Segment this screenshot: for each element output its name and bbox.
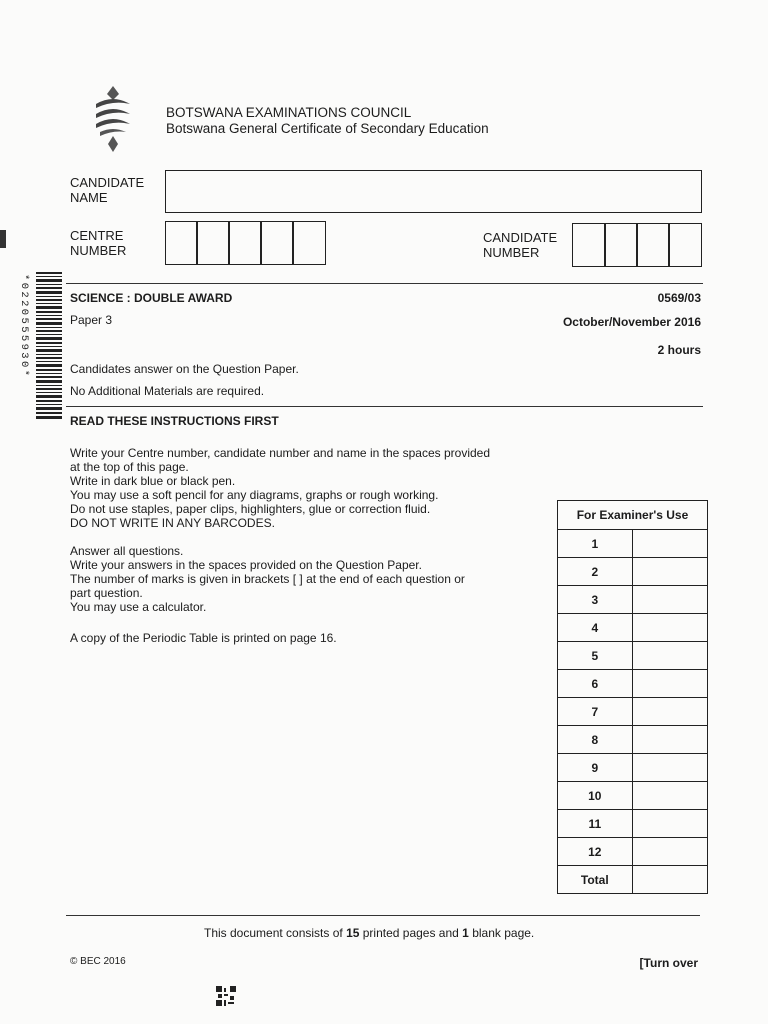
instructions-heading: READ THESE INSTRUCTIONS FIRST <box>70 414 279 428</box>
subject: SCIENCE : DOUBLE AWARD <box>70 291 233 305</box>
separator <box>66 406 703 407</box>
table-row: 9 <box>558 754 708 782</box>
candidate-number-box[interactable] <box>605 223 637 267</box>
bec-logo-icon <box>92 86 134 152</box>
candidate-name-label: CANDIDATE NAME <box>70 175 145 205</box>
candidate-number-box[interactable] <box>669 223 702 267</box>
mark-cell[interactable] <box>632 670 707 698</box>
table-row: 1 <box>558 530 708 558</box>
candidate-number-box[interactable] <box>572 223 605 267</box>
centre-number-box[interactable] <box>229 221 261 265</box>
turn-over: [Turn over <box>639 956 698 970</box>
qr-code-icon <box>216 986 236 1006</box>
paper-code: 0569/03 <box>657 291 701 305</box>
table-row: 12 <box>558 838 708 866</box>
periodic-table-note: A copy of the Periodic Table is printed on page 16. <box>70 631 337 645</box>
session: October/November 2016 <box>562 315 701 329</box>
mark-cell[interactable] <box>632 754 707 782</box>
centre-number-box[interactable] <box>165 221 197 265</box>
table-row: 3 <box>558 586 708 614</box>
instructions-block: Write your Centre number, candidate number and name in the spaces provided at the top of this page. Write in dark blue or black pen. You may use a soft pencil for any diagrams, graphs or rough working. Do not use staples, paper clips, highlighters, glue or correction fluid. DO NOT WRITE IN ANY BARCODES. <box>70 446 491 530</box>
table-row: 11 <box>558 810 708 838</box>
examiner-use-table <box>557 500 708 894</box>
table-row: 8 <box>558 726 708 754</box>
mark-cell[interactable] <box>632 614 707 642</box>
paper-number: Paper 3 <box>70 313 113 327</box>
barcode-icon <box>6 272 62 420</box>
registration-mark <box>0 230 6 248</box>
mark-cell[interactable] <box>632 838 707 866</box>
mark-cell[interactable] <box>632 810 707 838</box>
instructions-block: Answer all questions. Write your answers in the spaces provided on the Question Paper. The number of marks is given in brackets [ ] at the end of each question or part question. You may use a calculator. <box>70 544 465 614</box>
copyright: © BEC 2016 <box>70 956 126 967</box>
table-row: Total <box>558 866 708 894</box>
candidate-number-box[interactable] <box>637 223 669 267</box>
barcode-digits: *0220555930* <box>18 274 30 379</box>
table-row: 7 <box>558 698 708 726</box>
separator <box>66 283 703 284</box>
table-row: 4 <box>558 614 708 642</box>
mark-cell[interactable] <box>632 642 707 670</box>
council-name: BOTSWANA EXAMINATIONS COUNCIL <box>166 105 412 120</box>
mark-cell[interactable] <box>632 782 707 810</box>
table-row: 2 <box>558 558 708 586</box>
certificate-name: Botswana General Certificate of Secondary Education <box>166 121 489 136</box>
mark-cell[interactable] <box>632 698 707 726</box>
centre-number-label: CENTRE NUMBER <box>70 228 127 258</box>
centre-number-box[interactable] <box>261 221 293 265</box>
duration: 2 hours <box>657 343 701 357</box>
mark-cell[interactable] <box>632 866 707 894</box>
candidate-name-field[interactable] <box>165 170 702 213</box>
mark-cell[interactable] <box>632 586 707 614</box>
table-row: 6 <box>558 670 708 698</box>
page-count: This document consists of 15 printed pages and 1 blank page. <box>204 926 535 940</box>
examiner-use-title: For Examiner's Use <box>558 501 708 530</box>
table-row: 10 <box>558 782 708 810</box>
centre-number-box[interactable] <box>197 221 229 265</box>
header <box>166 105 489 137</box>
centre-number-box[interactable] <box>293 221 326 265</box>
separator <box>66 915 700 916</box>
mark-cell[interactable] <box>632 726 707 754</box>
mark-cell[interactable] <box>632 558 707 586</box>
table-row: 5 <box>558 642 708 670</box>
candidate-number-label: CANDIDATE NUMBER <box>483 230 558 260</box>
mark-cell[interactable] <box>632 530 707 558</box>
answer-instruction: Candidates answer on the Question Paper. <box>70 362 299 376</box>
materials: No Additional Materials are required. <box>70 384 265 398</box>
